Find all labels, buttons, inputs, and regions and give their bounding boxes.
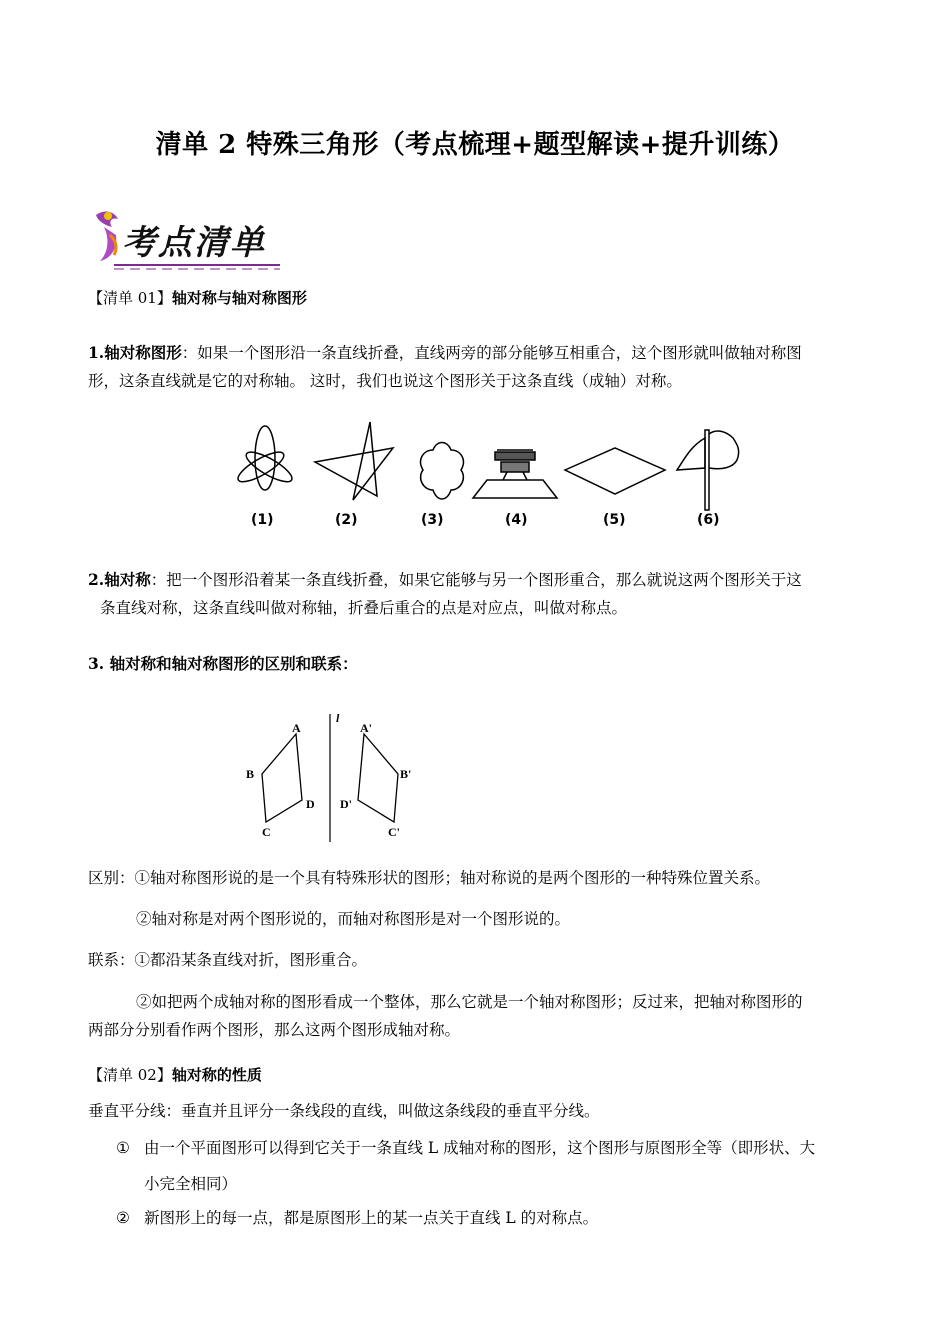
property-item-1-line1: 由一个平面图形可以得到它关于一条直线 L 成轴对称的图形，这个图形与原图形全等（即形状、大 [144, 1139, 816, 1157]
item-2-line1: ：把一个图形沿着某一条直线折叠，如果它能够与另一个图形重合，那么就说这两个图形关于这 [150, 571, 802, 589]
symmetric-figures [215, 420, 755, 540]
banner-text: 考点清单 [122, 223, 266, 263]
page-title: 清单 2 特殊三角形（考点梳理+题型解读+提升训练） [155, 130, 795, 160]
relation-point-2-line2: 两部分分别看作两个图形，那么这两个图形成轴对称。 [88, 1021, 461, 1039]
point-D: D [306, 797, 315, 811]
difference-label: 区别： [88, 869, 135, 887]
figure-label-2: (2) [335, 512, 358, 528]
property-item-2 [116, 1204, 876, 1232]
figure-2-star [315, 422, 393, 500]
property-item-2-marker: ② [116, 1209, 130, 1227]
figure-5-rhombus [565, 448, 665, 494]
item-1-number: 1. [88, 343, 105, 362]
relation-point-2-line1: ②如把两个成轴对称的图形看成一个整体，那么它就是一个轴对称图形；反过来，把轴对称图形的 [136, 993, 803, 1011]
property-item-1-marker: ① [116, 1139, 130, 1157]
reflection-diagram [240, 708, 420, 848]
item-3-heading: 3. 轴对称和轴对称图形的区别和联系： [88, 654, 358, 673]
point-C-prime: C' [388, 825, 400, 839]
point-D-prime: D' [340, 797, 352, 811]
section-02-bracket: 【清单 02】 [88, 1066, 172, 1084]
difference-point-2: ②轴对称是对两个图形说的，而轴对称图形是对一个图形说的。 [136, 910, 571, 928]
item-1-line2: 形，这条直线就是它的对称轴。 这时，我们也说这个图形关于这条直线（成轴）对称。 [88, 372, 682, 390]
difference-point-1: ①轴对称图形说的是一个具有特殊形状的图形；轴对称说的是两个图形的一种特殊位置关系。 [134, 869, 771, 887]
section-01-title: 轴对称与轴对称图形 [171, 289, 307, 307]
property-item-2-line1: 新图形上的每一点，都是原图形上的某一点关于直线 L 的对称点。 [144, 1209, 599, 1227]
item-1-line1: ：如果一个图形沿一条直线折叠，直线两旁的部分能够互相重合，这个图形就叫做轴对称图 [181, 344, 802, 362]
relation-point-2 [88, 988, 878, 1044]
difference-line-1 [88, 864, 770, 892]
section-02-title: 轴对称的性质 [171, 1066, 262, 1084]
figure-label-1: (1) [251, 512, 274, 528]
figure-label-4: (4) [505, 512, 528, 528]
figure-label-5: (5) [603, 512, 626, 528]
figure-4-bench [473, 450, 557, 498]
section-01-bracket: 【清单 01】 [88, 289, 172, 307]
item-1-term: 轴对称图形 [104, 343, 182, 362]
relation-label: 联系： [88, 951, 135, 969]
relation-point-1: ①都沿某条直线对折，图形重合。 [134, 951, 368, 969]
property-item-1 [116, 1130, 876, 1202]
figure-3-flower [421, 443, 464, 500]
kaodian-banner [90, 205, 290, 275]
point-B: B [246, 767, 255, 781]
axis-label-l: l [336, 711, 340, 725]
property-item-1-line2: 小完全相同） [144, 1175, 238, 1193]
item-2-number: 2. [88, 570, 105, 589]
section-01-header [88, 287, 307, 308]
item-2-term: 轴对称 [104, 570, 151, 589]
figure-1-propeller [234, 426, 295, 490]
item-2 [88, 566, 878, 622]
figure-6-flag [677, 430, 739, 510]
point-A: A [292, 721, 301, 735]
section-02-header [88, 1064, 262, 1085]
figure-label-6: (6) [697, 512, 720, 528]
item-2-line2: 条直线对称，这条直线叫做对称轴，折叠后重合的点是对应点，叫做对称点。 [100, 599, 628, 617]
point-A-prime: A' [360, 721, 372, 735]
point-C: C [262, 825, 271, 839]
perpendicular-bisector-definition: 垂直平分线：垂直并且评分一条线段的直线，叫做这条线段的垂直平分线。 [88, 1102, 600, 1120]
relation-line-1 [88, 946, 367, 974]
point-B-prime: B' [400, 767, 412, 781]
item-1 [88, 339, 868, 395]
figure-label-3: (3) [421, 512, 444, 528]
